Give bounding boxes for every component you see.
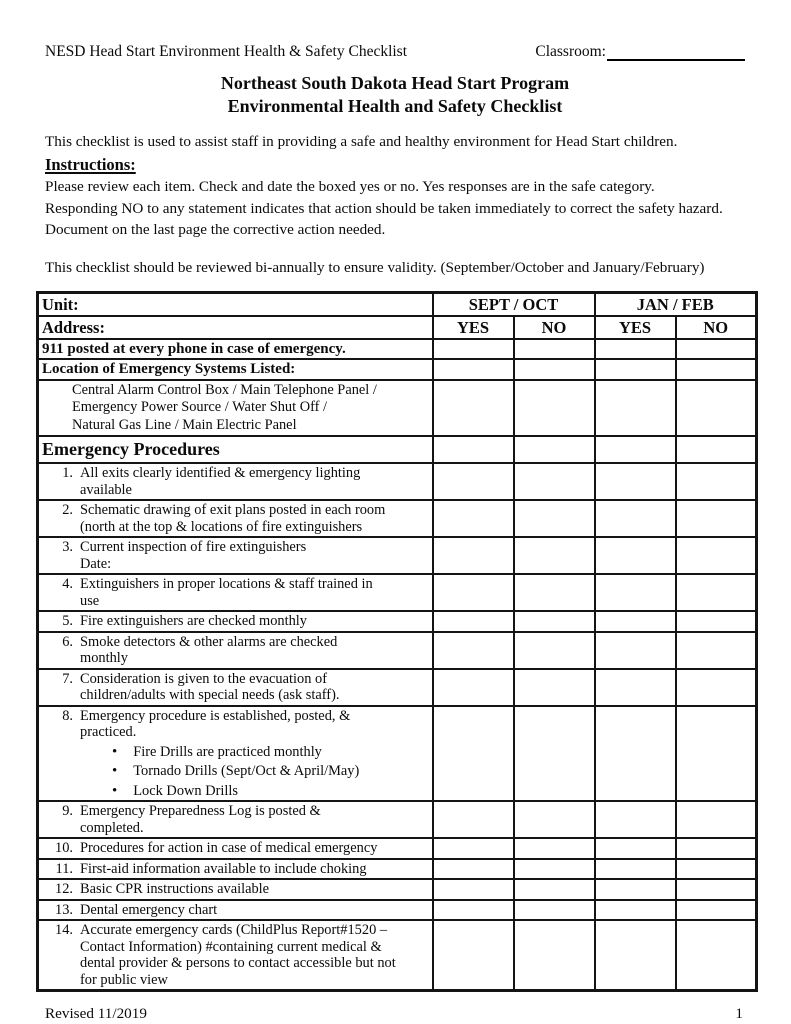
item-text-cell	[38, 801, 433, 838]
check-cell-sept-oct-yes[interactable]	[433, 920, 514, 991]
item-line: for public view	[80, 971, 168, 988]
item-line: Emergency procedure is established, posted, &	[80, 707, 351, 724]
table-header-row-periods	[38, 292, 757, 316]
item-line: Date:	[80, 555, 112, 572]
check-cell-jan-feb-no[interactable]	[676, 879, 757, 900]
check-cell-jan-feb-yes[interactable]	[595, 500, 676, 537]
item-line: Extinguishers in proper locations & staff trained in	[80, 576, 373, 592]
checklist-row	[38, 706, 757, 802]
check-cell-sept-oct-yes[interactable]	[433, 900, 514, 921]
item-number: 13.	[55, 901, 73, 918]
item-text-cell	[38, 669, 433, 706]
item-sublines	[42, 382, 429, 435]
item-line: Current inspection of fire extinguishers	[80, 539, 307, 555]
item-text-cell	[38, 900, 433, 921]
check-cell-jan-feb-no[interactable]	[676, 920, 757, 991]
checklist-row	[38, 380, 757, 437]
instructions-line: Document on the last page the corrective action needed.	[45, 221, 386, 238]
item-text-cell	[38, 706, 433, 802]
check-cell-jan-feb-no[interactable]	[676, 463, 757, 500]
check-cell-jan-feb-yes[interactable]	[595, 632, 676, 669]
revision-note: Revised 11/2019	[45, 1005, 147, 1022]
check-cell-jan-feb-yes[interactable]	[595, 920, 676, 991]
unit-label: Unit:	[38, 292, 433, 316]
check-cell-sept-oct-no[interactable]	[514, 669, 595, 706]
checklist-row	[38, 611, 757, 632]
check-cell-jan-feb-no[interactable]	[676, 537, 757, 574]
check-cell-sept-oct-no[interactable]	[514, 920, 595, 991]
item-line: Natural Gas Line / Main Electric Panel	[72, 416, 297, 433]
review-note: This checklist should be reviewed bi-annually to ensure validity. (September/October and January/February)	[45, 258, 705, 276]
classroom-blank-line[interactable]	[607, 42, 745, 61]
check-cell-sept-oct-yes[interactable]	[433, 611, 514, 632]
check-cell-sept-oct-yes[interactable]	[433, 537, 514, 574]
check-cell-sept-oct-yes[interactable]	[433, 339, 514, 360]
check-cell-jan-feb-yes[interactable]	[595, 859, 676, 880]
item-text-cell	[38, 838, 433, 859]
check-cell-sept-oct-yes[interactable]	[433, 859, 514, 880]
doc-header	[45, 42, 745, 61]
column-header-sept-oct: SEPT / OCT	[433, 292, 595, 316]
checklist-row	[38, 574, 757, 611]
item-line: (north at the top & locations of fire extinguishers	[80, 518, 363, 535]
check-cell-jan-feb-no[interactable]	[676, 900, 757, 921]
check-cell-sept-oct-yes[interactable]	[433, 380, 514, 437]
check-cell-jan-feb-no[interactable]	[676, 611, 757, 632]
item-line: Procedures for action in case of medical emergency	[80, 840, 378, 856]
item-line: Emergency Preparedness Log is posted &	[80, 803, 321, 819]
check-cell-jan-feb-yes[interactable]	[595, 669, 676, 706]
bullet-item	[80, 744, 429, 761]
item-number: 5.	[62, 613, 73, 629]
check-cell-jan-feb-yes[interactable]	[595, 537, 676, 574]
check-cell-jan-feb-yes[interactable]	[595, 879, 676, 900]
item-line: monthly	[80, 650, 128, 666]
item-number: 14.	[55, 922, 73, 938]
item-number: 6.	[62, 633, 73, 650]
item-text-cell	[38, 859, 433, 880]
check-cell-jan-feb-yes[interactable]	[595, 380, 676, 437]
item-text-cell	[38, 359, 433, 380]
check-cell-jan-feb-yes[interactable]	[595, 463, 676, 500]
check-cell-jan-feb-no[interactable]	[676, 859, 757, 880]
item-line: children/adults with special needs (ask staff).	[80, 687, 340, 703]
check-cell-jan-feb-yes[interactable]	[595, 359, 676, 380]
doc-footer	[45, 1004, 745, 1024]
check-cell-jan-feb-no[interactable]	[676, 669, 757, 706]
column-header-jan-feb: JAN / FEB	[595, 292, 757, 316]
check-cell-sept-oct-no[interactable]	[514, 838, 595, 859]
check-cell-sept-oct-no[interactable]	[514, 900, 595, 921]
check-cell-sept-oct-yes[interactable]	[433, 463, 514, 500]
item-line: Central Alarm Control Box / Main Telephone Panel /	[72, 381, 377, 398]
program-title-line2: Environmental Health and Safety Checklist	[227, 96, 563, 116]
check-cell-sept-oct-no[interactable]	[514, 380, 595, 437]
item-number: 9.	[62, 803, 73, 819]
checklist-row	[38, 801, 757, 838]
item-text-cell	[38, 537, 433, 574]
checklist-row	[38, 669, 757, 706]
check-cell-jan-feb-yes[interactable]	[595, 838, 676, 859]
check-cell-sept-oct-no[interactable]	[514, 574, 595, 611]
item-line: All exits clearly identified & emergency lighting	[80, 465, 361, 481]
instructions-line: Responding NO to any statement indicates that action should be taken immediately to correct the safety hazard.	[45, 199, 723, 217]
check-cell-jan-feb-no[interactable]	[676, 632, 757, 669]
check-cell-sept-oct-no[interactable]	[514, 500, 595, 537]
item-text-cell	[38, 463, 433, 500]
column-header-no-jan-feb: NO	[676, 316, 757, 339]
check-cell-sept-oct-yes[interactable]	[433, 801, 514, 838]
check-cell-sept-oct-yes[interactable]	[433, 706, 514, 802]
item-number: 4.	[62, 576, 73, 592]
item-label: Location of Emergency Systems Listed:	[42, 361, 296, 377]
check-cell-jan-feb-yes[interactable]	[595, 900, 676, 921]
intro-text: This checklist is used to assist staff in providing a safe and healthy environment for Head Start children.	[45, 133, 678, 150]
check-cell-jan-feb-no[interactable]	[676, 339, 757, 360]
check-cell-jan-feb-yes[interactable]	[595, 611, 676, 632]
bullet-text: • Lock Down Drills	[133, 782, 238, 799]
doc-header-title: NESD Head Start Environment Health & Safety Checklist	[45, 43, 408, 60]
item-line: Fire extinguishers are checked monthly	[80, 613, 307, 629]
checklist-row	[38, 463, 757, 500]
item-text-cell	[38, 879, 433, 900]
item-text-cell	[38, 436, 433, 463]
checklist-table-header	[38, 292, 757, 339]
check-cell-jan-feb-no[interactable]	[676, 359, 757, 380]
checklist-row	[38, 838, 757, 859]
address-label: Address:	[38, 316, 433, 339]
page-number: 1	[735, 1005, 743, 1022]
item-line: Schematic drawing of exit plans posted in each room	[80, 502, 386, 518]
checklist-row	[38, 879, 757, 900]
check-cell-sept-oct-yes[interactable]	[433, 838, 514, 859]
check-cell-sept-oct-yes[interactable]	[433, 359, 514, 380]
item-number: 2.	[62, 502, 73, 518]
item-text-cell	[38, 339, 433, 360]
column-header-yes-jan-feb: YES	[595, 316, 676, 339]
item-text-cell	[38, 500, 433, 537]
check-cell-sept-oct-no[interactable]	[514, 436, 595, 463]
checklist-row	[38, 632, 757, 669]
doc-title	[45, 72, 745, 118]
check-cell-sept-oct-no[interactable]	[514, 859, 595, 880]
instructions-body	[45, 176, 745, 241]
checklist-table-body	[38, 339, 757, 991]
item-number: 7.	[62, 670, 73, 687]
check-cell-jan-feb-yes[interactable]	[595, 339, 676, 360]
item-line: First-aid information available to include choking	[80, 860, 367, 877]
check-cell-sept-oct-no[interactable]	[514, 801, 595, 838]
instructions-line: Please review each item. Check and date the boxed yes or no. Yes responses are in the safe category.	[45, 178, 655, 195]
item-number: 1.	[62, 465, 73, 481]
check-cell-sept-oct-yes[interactable]	[433, 436, 514, 463]
bullet-item	[80, 783, 429, 800]
item-text-cell	[38, 611, 433, 632]
check-cell-jan-feb-no[interactable]	[676, 838, 757, 859]
instructions-heading: Instructions:	[45, 155, 136, 174]
check-cell-sept-oct-no[interactable]	[514, 463, 595, 500]
check-cell-sept-oct-no[interactable]	[514, 611, 595, 632]
item-line: available	[80, 481, 132, 498]
item-line: Smoke detectors & other alarms are checked	[80, 633, 338, 650]
check-cell-sept-oct-no[interactable]	[514, 359, 595, 380]
item-text-cell	[38, 574, 433, 611]
check-cell-jan-feb-no[interactable]	[676, 500, 757, 537]
item-line: Emergency Power Source / Water Shut Off /	[72, 399, 328, 415]
check-cell-sept-oct-no[interactable]	[514, 339, 595, 360]
check-cell-jan-feb-yes[interactable]	[595, 574, 676, 611]
item-line: Accurate emergency cards (ChildPlus Report#1520 –	[80, 922, 388, 938]
bullet-item	[80, 763, 429, 780]
bullet-text: • Fire Drills are practiced monthly	[133, 743, 322, 760]
check-cell-sept-oct-yes[interactable]	[433, 879, 514, 900]
item-label: 911 posted at every phone in case of emergency.	[42, 340, 346, 357]
section-heading: Emergency Procedures	[42, 439, 220, 459]
checklist-row	[38, 436, 757, 463]
item-line: Basic CPR instructions available	[80, 881, 270, 897]
checklist-row	[38, 500, 757, 537]
item-number: 11.	[55, 860, 73, 877]
item-text-cell	[38, 920, 433, 991]
classroom-field	[535, 42, 745, 61]
classroom-label: Classroom:	[535, 43, 606, 60]
item-number: 12.	[55, 881, 73, 897]
check-cell-sept-oct-no[interactable]	[514, 879, 595, 900]
checklist-row	[38, 339, 757, 360]
item-number: 10.	[55, 840, 73, 856]
check-cell-sept-oct-no[interactable]	[514, 632, 595, 669]
checklist-row	[38, 920, 757, 991]
column-header-no-sept-oct: NO	[514, 316, 595, 339]
item-number: 3.	[62, 539, 73, 555]
check-cell-sept-oct-yes[interactable]	[433, 669, 514, 706]
item-line: practiced.	[80, 724, 137, 740]
item-line: Dental emergency chart	[80, 901, 218, 918]
table-header-row-yes-no	[38, 316, 757, 339]
check-cell-jan-feb-no[interactable]	[676, 706, 757, 802]
checklist-row	[38, 359, 757, 380]
check-cell-sept-oct-yes[interactable]	[433, 574, 514, 611]
check-cell-sept-oct-yes[interactable]	[433, 500, 514, 537]
check-cell-sept-oct-no[interactable]	[514, 706, 595, 802]
check-cell-jan-feb-no[interactable]	[676, 574, 757, 611]
checklist-table	[36, 291, 758, 993]
bullet-text: • Tornado Drills (Sept/Oct & April/May)	[133, 763, 360, 779]
check-cell-sept-oct-no[interactable]	[514, 537, 595, 574]
item-line: completed.	[80, 819, 144, 836]
check-cell-jan-feb-no[interactable]	[676, 380, 757, 437]
item-text-cell	[38, 632, 433, 669]
item-text-cell	[38, 380, 433, 437]
check-cell-jan-feb-yes[interactable]	[595, 706, 676, 802]
item-line: dental provider & persons to contact accessible but not	[80, 955, 396, 971]
program-title-line1: Northeast South Dakota Head Start Program	[220, 73, 570, 93]
check-cell-sept-oct-yes[interactable]	[433, 632, 514, 669]
check-cell-jan-feb-no[interactable]	[676, 801, 757, 838]
checklist-row	[38, 859, 757, 880]
checklist-row	[38, 537, 757, 574]
check-cell-jan-feb-yes[interactable]	[595, 801, 676, 838]
check-cell-jan-feb-no[interactable]	[676, 436, 757, 463]
check-cell-jan-feb-yes[interactable]	[595, 436, 676, 463]
item-line: Consideration is given to the evacuation of	[80, 670, 327, 687]
item-number: 8.	[62, 707, 73, 724]
checklist-row	[38, 900, 757, 921]
item-line: Contact Information) #containing current medical &	[80, 938, 382, 955]
column-header-yes-sept-oct: YES	[433, 316, 514, 339]
item-line: use	[80, 592, 100, 609]
